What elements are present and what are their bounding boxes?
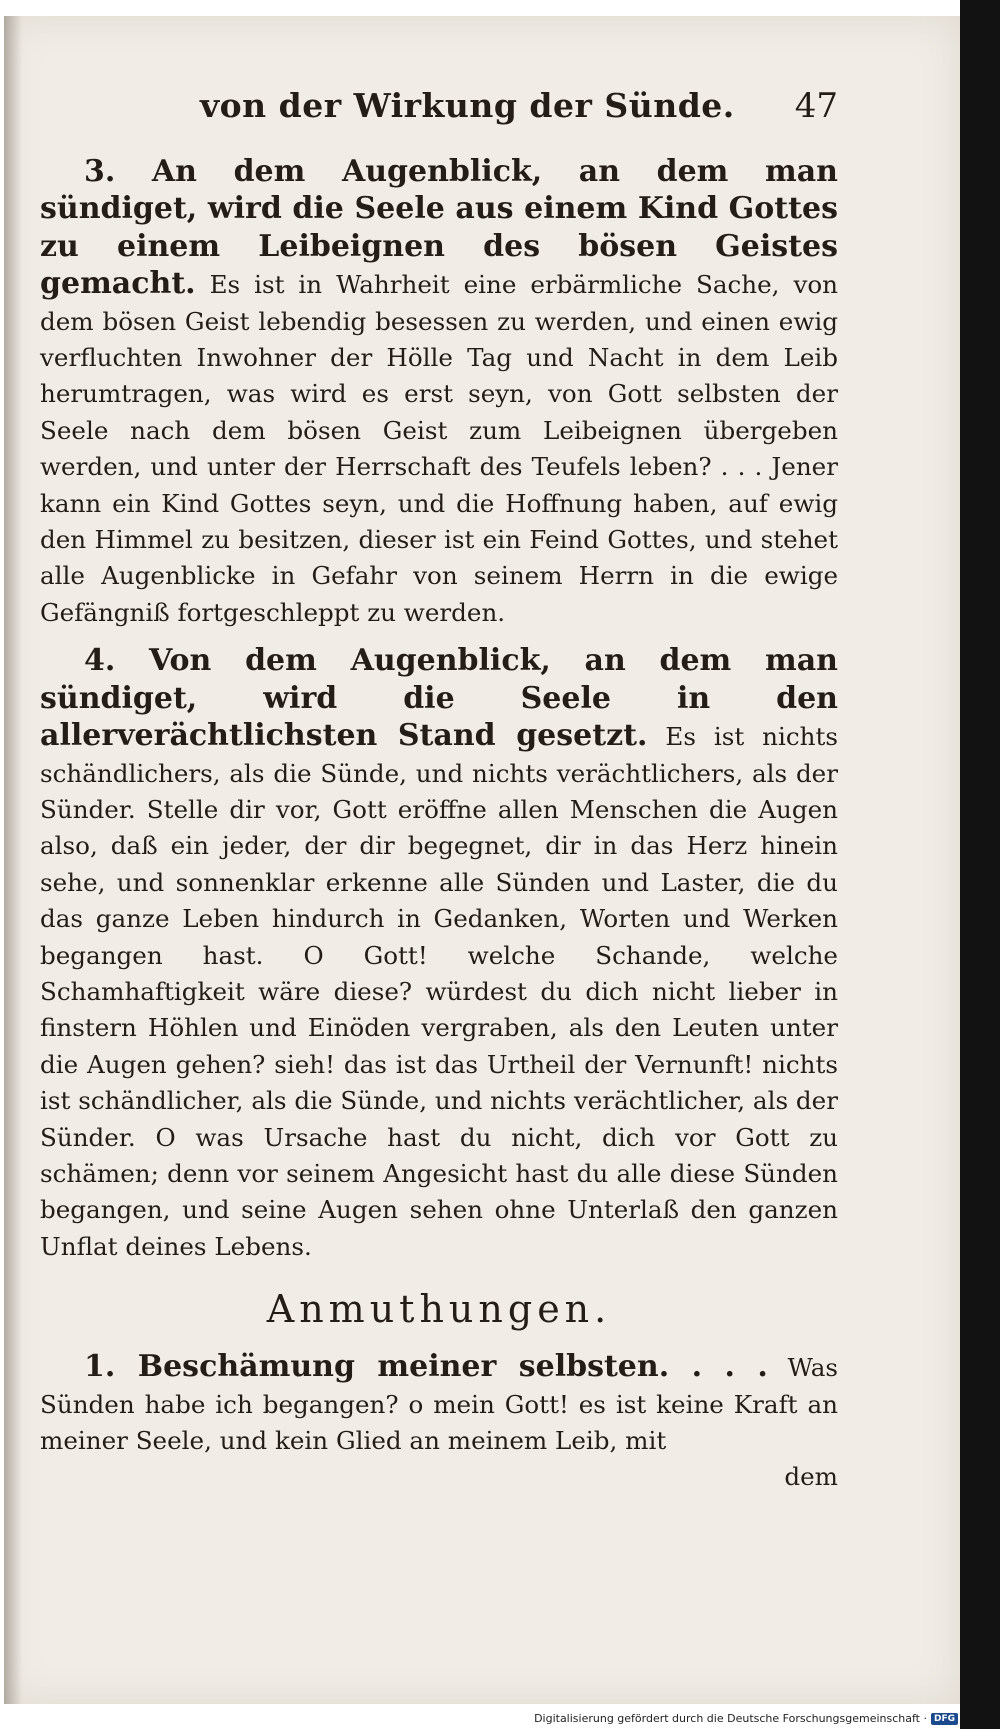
paragraph-3-body: Es ist in Wahrheit eine erbärmliche Sache, von dem bösen Geist lebendig besessen zu werden, und einen ewig verfluchten Inwohner der Hölle Tag und Nacht in dem Leib herumtragen, was wird es erst seyn, von Gott selbsten der Seele nach dem bösen Geist zum Leibeignen übergeben werden, und unter der Herrschaft des Teufels leben? . . . Jener kann ein Kind Gottes seyn, und die Hoffnung haben, auf ewig den Himmel zu besitzen, dieser ist ein Feind Gottes, und stehet alle Augenblicke in Gefahr von seinem Herrn in die ewige Gefängniß fortgeschleppt zu werden. (40, 270, 838, 627)
anmuthung-1-body: Was Sünden habe ich begangen? o mein Gott! es ist keine Kraft an meiner Seele, und kein Glied an meinem Leib, mit (40, 1353, 838, 1455)
book-page (4, 16, 960, 1704)
paragraph-4-body: Es ist nichts schändlichers, als die Sünde, und nichts verächtlichers, als der Sünder. Stelle dir vor, Gott eröffne allen Menschen die Augen also, daß ein jeder, der dir begegnet, dir in das Herz hinein sehe, und sonnenklar erkenne alle Sünden und Laster, die du das ganze Leben hindurch in Gedanken, Worten und Werken begangen hast. O Gott! welche Schande, welche Schamhaftigkeit wäre diese? würdest du dich nicht lieber in finstern Höhlen und Einöden vergraben, als den Leuten unter die Augen gehen? sieh! das ist das Urtheil der Vernunft! nichts ist schändlicher, als die Sünde, und nichts verächtlicher, als der Sünder. O was Ursache hast du nicht, dich vor Gott zu schämen; denn vor seinem Angesicht hast du alle diese Sünden begangen, und seine Augen sehen ohne Unterlaß den ganzen Unflat deines Lebens. (40, 722, 838, 1261)
anmuthung-1-lead: 1. Beschämung meiner selbsten. . . . (84, 1349, 768, 1385)
paragraph-3 (40, 154, 838, 631)
page-number: 47 (794, 86, 838, 126)
paragraph-3-lead: 3. An dem Augenblick, an dem man sündiget, wird die Seele aus einem Kind Gottes zu einem Leibeignen des bösen Geistes gemacht. (40, 154, 838, 302)
dfg-logo: DFG (931, 1713, 958, 1725)
credit-text: Digitalisierung gefördert durch die Deutsche Forschungsgemeinschaft · (534, 1712, 927, 1725)
section-heading: Anmuthungen. (266, 1287, 612, 1332)
running-title: von der Wirkung der Sünde. (200, 86, 735, 125)
catchword: dem (784, 1462, 838, 1492)
digitization-credit (534, 1712, 958, 1725)
running-header (40, 86, 838, 146)
paragraph-4 (40, 643, 838, 1265)
paragraph-4-lead: 4. Von dem Augenblick, an dem man sündiget, wird die Seele in den allerverächtlichsten Stand gesetzt. (40, 643, 838, 754)
gutter-shadow (4, 16, 22, 1704)
anmuthung-1 (40, 1349, 838, 1459)
scan-dark-edge (960, 0, 1000, 1729)
text-block (40, 86, 838, 1495)
